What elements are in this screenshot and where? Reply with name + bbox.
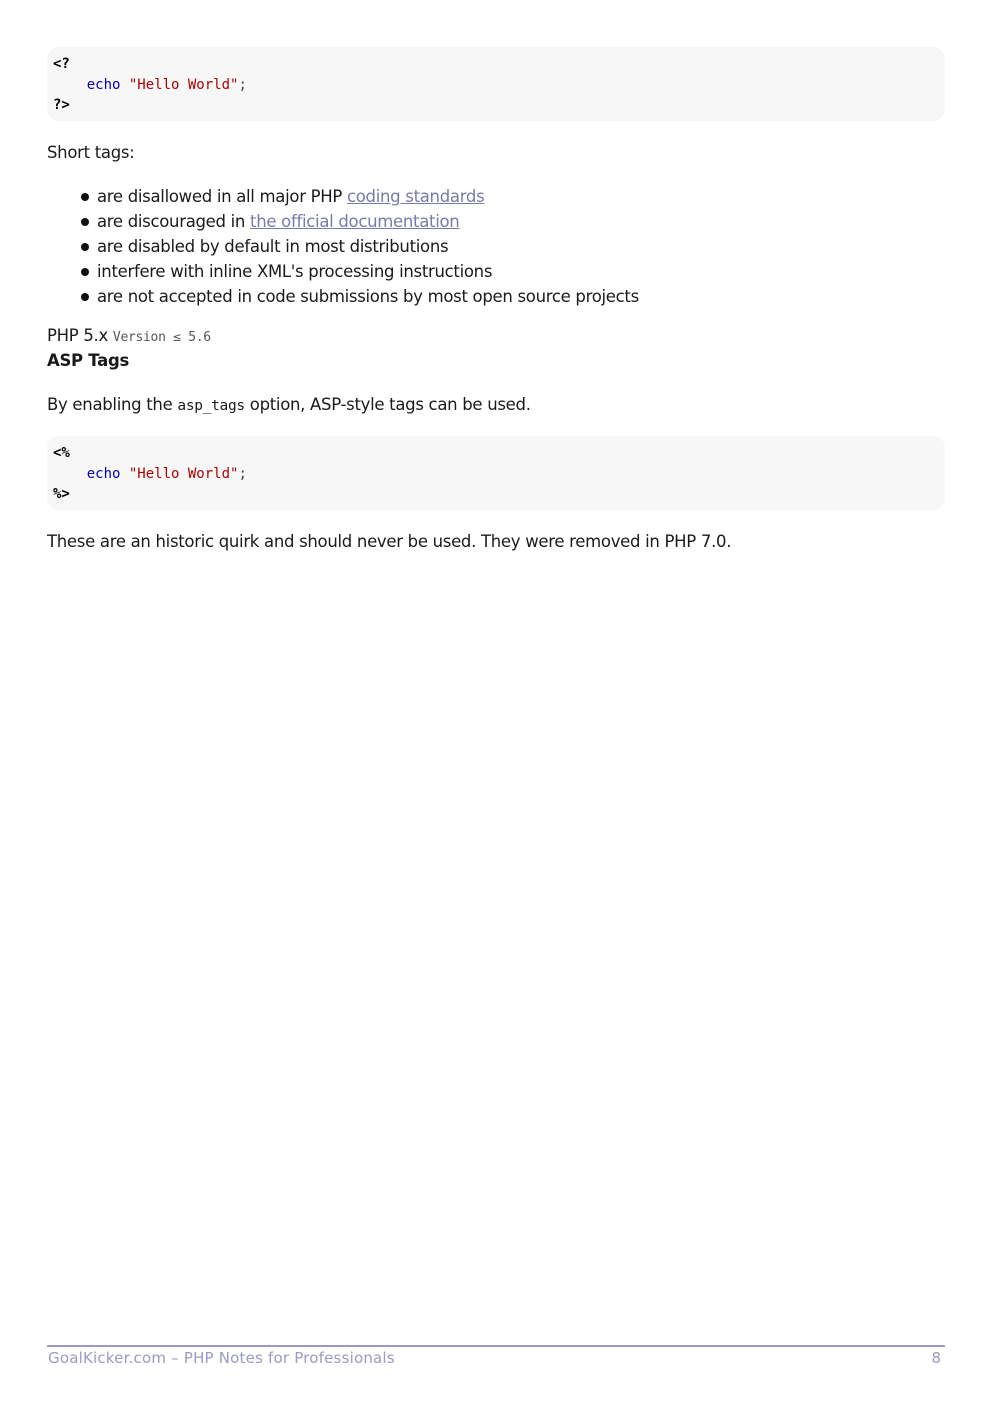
code-indent [53, 77, 87, 93]
code-line-open [53, 54, 945, 75]
footer-divider [47, 1345, 945, 1347]
asp-close-tag: %> [53, 486, 70, 502]
page-number: 8 [931, 1349, 941, 1367]
echo-keyword: echo [86, 465, 121, 482]
code-indent [53, 466, 87, 482]
list-item-text: interfere with inline XML's processing instructions [97, 262, 493, 281]
list-item [47, 259, 639, 284]
code-line-open [53, 443, 945, 464]
code-block-short-tags [47, 47, 945, 121]
short-tags-list [47, 184, 639, 309]
asp-tags-paragraph [47, 393, 531, 418]
list-item [47, 209, 639, 234]
semicolon: ; [238, 465, 247, 482]
php-close-tag: ?> [53, 97, 70, 113]
bullet-icon [81, 293, 89, 301]
list-item [47, 184, 639, 209]
footer-title: GoalKicker.com – PHP Notes for Professionals [48, 1349, 395, 1367]
list-item-text: are not accepted in code submissions by most open source projects [97, 287, 639, 306]
asp-open-tag: <% [53, 445, 70, 461]
code-line-close [53, 484, 945, 505]
list-item-text: are disabled by default in most distributions [97, 237, 449, 256]
list-item-text: are disallowed in all major PHP [97, 187, 347, 206]
list-item-text: are discouraged in [97, 212, 251, 231]
code-line-echo [53, 464, 945, 485]
coding-standards-link[interactable]: coding standards [346, 187, 485, 206]
echo-keyword: echo [86, 76, 121, 93]
bullet-icon [81, 243, 89, 251]
version-constraint: Version ≤ 5.6 [112, 330, 211, 345]
code-block-asp-tags [47, 436, 945, 510]
bullet-icon [81, 218, 89, 226]
bullet-icon [81, 268, 89, 276]
list-item [47, 284, 639, 309]
closing-paragraph: These are an historic quirk and should never be used. They were removed in PHP 7.0. [47, 532, 732, 551]
asp-paragraph-before: By enabling the [47, 395, 178, 414]
code-line-echo [53, 75, 945, 96]
asp-paragraph-after: option, ASP-style tags can be used. [244, 395, 531, 414]
asp-tags-inline-code: asp_tags [177, 398, 245, 414]
version-line [47, 324, 211, 350]
bullet-icon [81, 193, 89, 201]
semicolon: ; [238, 76, 247, 93]
list-item [47, 234, 639, 259]
hello-world-string: "Hello World" [128, 465, 239, 482]
official-documentation-link[interactable]: the official documentation [250, 212, 460, 231]
asp-tags-heading: ASP Tags [47, 351, 129, 370]
php-open-tag: <? [53, 56, 70, 72]
hello-world-string: "Hello World" [128, 76, 239, 93]
code-line-close [53, 95, 945, 116]
version-label: PHP 5.x [47, 326, 108, 345]
short-tags-intro: Short tags: [47, 143, 135, 162]
